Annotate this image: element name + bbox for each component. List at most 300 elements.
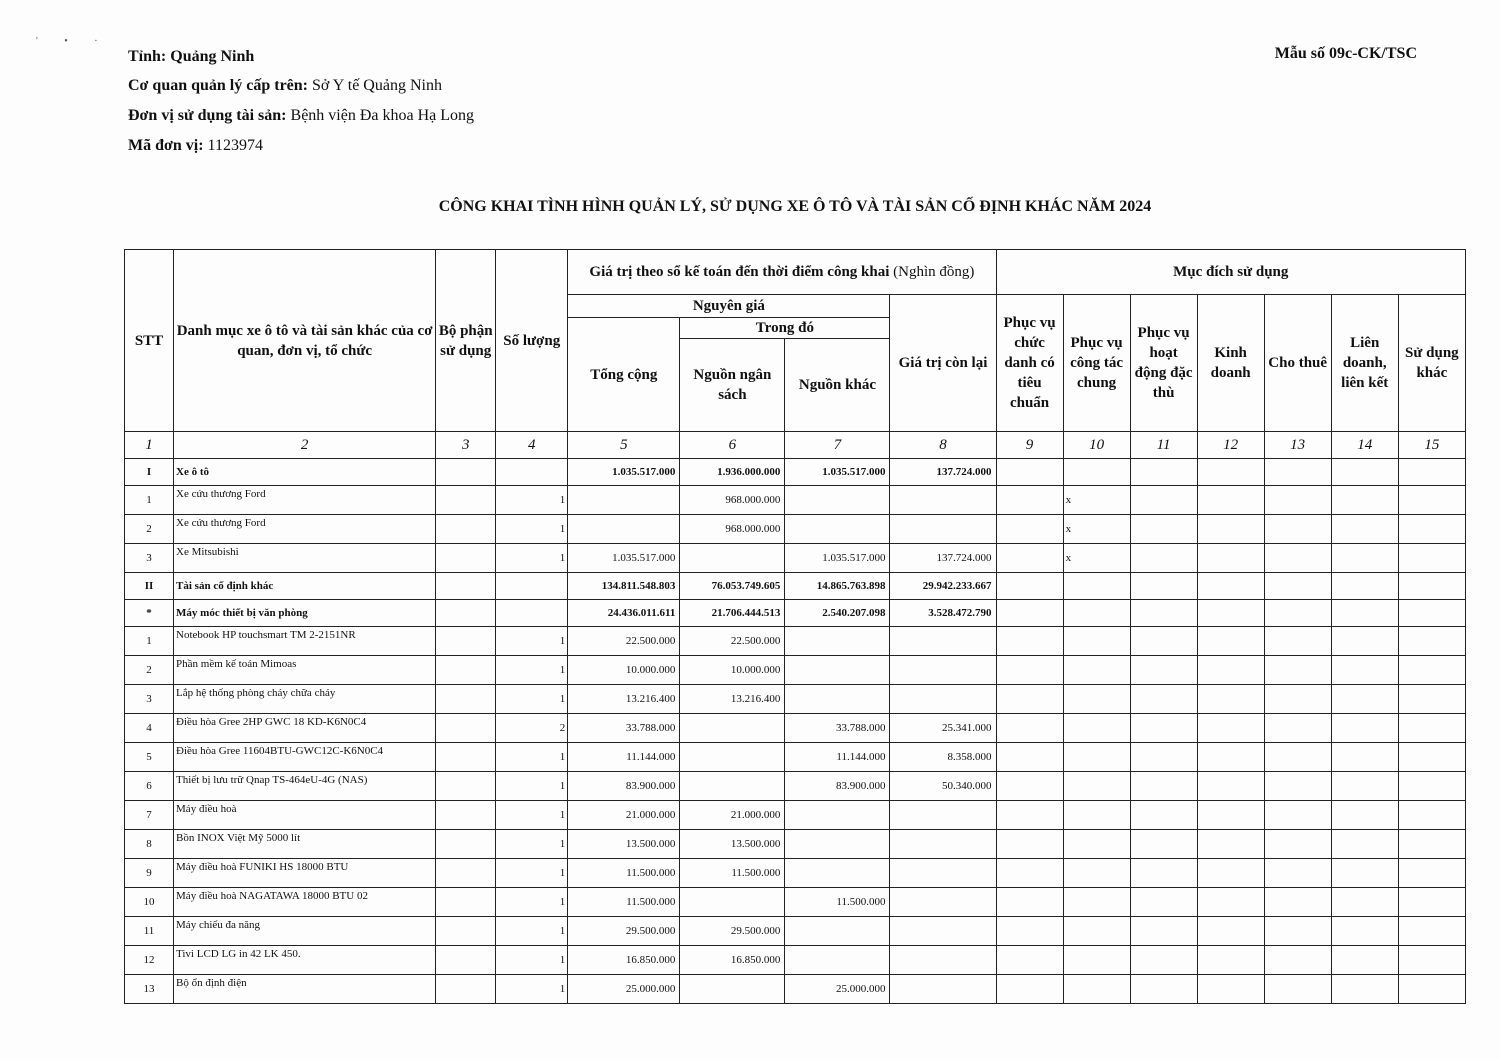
cell-dept: [436, 685, 496, 714]
cell-p5: [1264, 486, 1331, 515]
cell-budget: 29.500.000: [680, 917, 785, 946]
cell-p5: [1264, 946, 1331, 975]
cell-p2: [1063, 772, 1130, 801]
cell-name: Phần mềm kế toán Mimoas: [174, 656, 436, 685]
cell-other-source: 1.035.517.000: [785, 544, 890, 573]
column-index-cell: 5: [568, 432, 680, 459]
cell-p2: [1063, 685, 1130, 714]
column-index-cell: 13: [1264, 432, 1331, 459]
cell-p3: [1130, 714, 1197, 743]
cell-p1: [996, 544, 1063, 573]
cell-p3: [1130, 946, 1197, 975]
cell-p2: [1063, 946, 1130, 975]
cell-total: 134.811.548.803: [568, 573, 680, 600]
col-p4: Kinh doanh: [1197, 295, 1264, 432]
cell-p2: x: [1063, 544, 1130, 573]
cell-p4: [1197, 975, 1264, 1004]
cell-residual: [890, 888, 996, 917]
table-row: [125, 859, 1466, 888]
cell-name: Điều hòa Gree 2HP GWC 18 KD-K6N0C4: [174, 714, 436, 743]
cell-name: Máy chiếu đa năng: [174, 917, 436, 946]
cell-p4: [1197, 656, 1264, 685]
cell-budget: [680, 544, 785, 573]
col-purpose: Mục đích sử dụng: [996, 250, 1465, 295]
column-index-cell: 2: [174, 432, 436, 459]
cell-p3: [1130, 600, 1197, 627]
cell-other-source: 33.788.000: [785, 714, 890, 743]
cell-p7: [1398, 515, 1465, 544]
cell-stt: 10: [125, 888, 174, 917]
col-stt: STT: [125, 250, 174, 432]
table-row: [125, 772, 1466, 801]
cell-other-source: 25.000.000: [785, 975, 890, 1004]
cell-total: 25.000.000: [568, 975, 680, 1004]
column-index-row: [125, 432, 1466, 459]
cell-p2: [1063, 917, 1130, 946]
col-name: Danh mục xe ô tô và tài sản khác của cơ quan, đơn vị, tổ chức: [174, 250, 436, 432]
cell-residual: 29.942.233.667: [890, 573, 996, 600]
col-original: Nguyên giá: [568, 295, 890, 318]
cell-budget: [680, 772, 785, 801]
cell-other-source: [785, 486, 890, 515]
cell-stt: 2: [125, 515, 174, 544]
cell-p6: [1331, 946, 1398, 975]
cell-p7: [1398, 801, 1465, 830]
cell-total: 21.000.000: [568, 801, 680, 830]
col-p5: Cho thuê: [1264, 295, 1331, 432]
cell-dept: [436, 544, 496, 573]
cell-budget: 22.500.000: [680, 627, 785, 656]
cell-budget: 968.000.000: [680, 486, 785, 515]
cell-name: Bồn INOX Việt Mỹ 5000 lít: [174, 830, 436, 859]
cell-stt: 1: [125, 486, 174, 515]
table-row: [125, 917, 1466, 946]
cell-p2: x: [1063, 486, 1130, 515]
cell-dept: [436, 627, 496, 656]
cell-budget: [680, 714, 785, 743]
cell-qty: 1: [496, 975, 568, 1004]
header-code: [128, 136, 263, 156]
cell-p3: [1130, 685, 1197, 714]
cell-p4: [1197, 600, 1264, 627]
cell-p5: [1264, 801, 1331, 830]
cell-p7: [1398, 573, 1465, 600]
cell-residual: [890, 801, 996, 830]
cell-total: 13.500.000: [568, 830, 680, 859]
cell-budget: 13.500.000: [680, 830, 785, 859]
cell-p3: [1130, 459, 1197, 486]
cell-dept: [436, 801, 496, 830]
cell-name: Xe Mitsubishi: [174, 544, 436, 573]
cell-other-source: 11.144.000: [785, 743, 890, 772]
table-row: [125, 801, 1466, 830]
cell-qty: [496, 573, 568, 600]
column-index-cell: 11: [1130, 432, 1197, 459]
cell-p5: [1264, 656, 1331, 685]
cell-total: 11.144.000: [568, 743, 680, 772]
cell-qty: [496, 459, 568, 486]
cell-dept: [436, 486, 496, 515]
cell-qty: 1: [496, 946, 568, 975]
cell-dept: [436, 859, 496, 888]
cell-stt: II: [125, 573, 174, 600]
cell-p3: [1130, 772, 1197, 801]
cell-total: 22.500.000: [568, 627, 680, 656]
cell-stt: 3: [125, 685, 174, 714]
cell-name: Thiết bị lưu trữ Qnap TS-464eU-4G (NAS): [174, 772, 436, 801]
cell-other-source: [785, 830, 890, 859]
cell-dept: [436, 888, 496, 917]
cell-p4: [1197, 772, 1264, 801]
cell-other-source: [785, 801, 890, 830]
cell-p6: [1331, 656, 1398, 685]
cell-p3: [1130, 888, 1197, 917]
cell-qty: [496, 600, 568, 627]
cell-stt: 8: [125, 830, 174, 859]
cell-qty: 1: [496, 772, 568, 801]
cell-name: Máy móc thiết bị văn phòng: [174, 600, 436, 627]
cell-p6: [1331, 888, 1398, 917]
cell-p4: [1197, 888, 1264, 917]
cell-residual: [890, 685, 996, 714]
cell-p5: [1264, 544, 1331, 573]
cell-p1: [996, 859, 1063, 888]
col-of-which: Trong đó: [680, 318, 890, 339]
cell-p5: [1264, 459, 1331, 486]
table-row: [125, 459, 1466, 486]
cell-stt: 9: [125, 859, 174, 888]
cell-total: 11.500.000: [568, 859, 680, 888]
cell-p7: [1398, 685, 1465, 714]
column-index-cell: 4: [496, 432, 568, 459]
cell-dept: [436, 917, 496, 946]
cell-p1: [996, 917, 1063, 946]
cell-stt: 3: [125, 544, 174, 573]
cell-p5: [1264, 772, 1331, 801]
cell-p4: [1197, 573, 1264, 600]
cell-residual: [890, 486, 996, 515]
col-total: Tổng cộng: [568, 318, 680, 432]
column-index-cell: 14: [1331, 432, 1398, 459]
table-row: [125, 627, 1466, 656]
cell-p7: [1398, 888, 1465, 917]
cell-p6: [1331, 801, 1398, 830]
header-unit: [128, 106, 474, 126]
cell-p3: [1130, 486, 1197, 515]
cell-name: Xe cứu thương Ford: [174, 515, 436, 544]
col-other-source: Nguồn khác: [785, 339, 890, 432]
cell-p5: [1264, 685, 1331, 714]
cell-p2: x: [1063, 515, 1130, 544]
cell-dept: [436, 743, 496, 772]
table-row: [125, 830, 1466, 859]
cell-p6: [1331, 515, 1398, 544]
table-row: [125, 656, 1466, 685]
cell-dept: [436, 459, 496, 486]
cell-p2: [1063, 714, 1130, 743]
code-value: 1123974: [207, 137, 263, 154]
cell-total: 24.436.011.611: [568, 600, 680, 627]
cell-p5: [1264, 888, 1331, 917]
cell-p7: [1398, 600, 1465, 627]
cell-p7: [1398, 743, 1465, 772]
cell-residual: [890, 917, 996, 946]
form-number: Mẫu số 09c-CK/TSC: [1274, 45, 1417, 62]
cell-p4: [1197, 459, 1264, 486]
column-index-cell: 9: [996, 432, 1063, 459]
cell-p2: [1063, 627, 1130, 656]
col-p6: Liên doanh, liên kết: [1331, 295, 1398, 432]
cell-budget: [680, 743, 785, 772]
cell-name: Tivi LCD LG in 42 LK 450.: [174, 946, 436, 975]
cell-residual: 50.340.000: [890, 772, 996, 801]
cell-total: 16.850.000: [568, 946, 680, 975]
cell-stt: 11: [125, 917, 174, 946]
cell-p6: [1331, 486, 1398, 515]
cell-qty: 2: [496, 714, 568, 743]
cell-p5: [1264, 627, 1331, 656]
cell-p5: [1264, 743, 1331, 772]
cell-stt: I: [125, 459, 174, 486]
cell-p2: [1063, 743, 1130, 772]
cell-p1: [996, 888, 1063, 917]
scan-specks: ' • ·: [36, 36, 110, 47]
cell-qty: 1: [496, 830, 568, 859]
table-row: [125, 946, 1466, 975]
cell-p7: [1398, 917, 1465, 946]
cell-total: 10.000.000: [568, 656, 680, 685]
table-row: [125, 486, 1466, 515]
cell-budget: 21.000.000: [680, 801, 785, 830]
cell-other-source: [785, 627, 890, 656]
table-row: [125, 573, 1466, 600]
column-index-cell: 15: [1398, 432, 1465, 459]
code-label: Mã đơn vị:: [128, 137, 204, 154]
table-row: [125, 714, 1466, 743]
cell-p6: [1331, 830, 1398, 859]
cell-stt: 13: [125, 975, 174, 1004]
cell-qty: 1: [496, 656, 568, 685]
cell-residual: [890, 946, 996, 975]
col-value-group: [568, 250, 996, 295]
cell-p1: [996, 656, 1063, 685]
cell-dept: [436, 573, 496, 600]
column-index-cell: 12: [1197, 432, 1264, 459]
cell-p3: [1130, 859, 1197, 888]
cell-p3: [1130, 544, 1197, 573]
cell-p6: [1331, 459, 1398, 486]
cell-p6: [1331, 859, 1398, 888]
cell-p2: [1063, 888, 1130, 917]
cell-stt: 12: [125, 946, 174, 975]
unit-value: Bệnh viện Đa khoa Hạ Long: [290, 107, 475, 124]
cell-qty: 1: [496, 743, 568, 772]
cell-p7: [1398, 859, 1465, 888]
cell-residual: 137.724.000: [890, 544, 996, 573]
cell-p2: [1063, 859, 1130, 888]
cell-p1: [996, 486, 1063, 515]
cell-p4: [1197, 859, 1264, 888]
table-body: [125, 432, 1466, 1004]
cell-p3: [1130, 627, 1197, 656]
cell-p2: [1063, 830, 1130, 859]
cell-p5: [1264, 859, 1331, 888]
table-row: [125, 600, 1466, 627]
cell-p6: [1331, 627, 1398, 656]
cell-p4: [1197, 685, 1264, 714]
cell-stt: 1: [125, 627, 174, 656]
cell-p2: [1063, 801, 1130, 830]
cell-p5: [1264, 600, 1331, 627]
cell-p2: [1063, 573, 1130, 600]
cell-p6: [1331, 600, 1398, 627]
cell-dept: [436, 830, 496, 859]
cell-p4: [1197, 830, 1264, 859]
table-row: [125, 975, 1466, 1004]
table-row: [125, 544, 1466, 573]
cell-other-source: [785, 946, 890, 975]
cell-other-source: 83.900.000: [785, 772, 890, 801]
cell-stt: 5: [125, 743, 174, 772]
cell-name: Tài sản cố định khác: [174, 573, 436, 600]
cell-p5: [1264, 917, 1331, 946]
cell-p1: [996, 772, 1063, 801]
table-row: [125, 888, 1466, 917]
cell-budget: 968.000.000: [680, 515, 785, 544]
cell-budget: 11.500.000: [680, 859, 785, 888]
cell-p6: [1331, 685, 1398, 714]
cell-stt: *: [125, 600, 174, 627]
cell-budget: 10.000.000: [680, 656, 785, 685]
cell-p1: [996, 627, 1063, 656]
cell-total: 13.216.400: [568, 685, 680, 714]
cell-name: Xe cứu thương Ford: [174, 486, 436, 515]
cell-residual: 25.341.000: [890, 714, 996, 743]
cell-dept: [436, 714, 496, 743]
province-label: Tỉnh:: [128, 48, 167, 65]
cell-p2: [1063, 656, 1130, 685]
col-budget: Nguồn ngân sách: [680, 339, 785, 432]
col-p2: Phục vụ công tác chung: [1063, 295, 1130, 432]
cell-total: 83.900.000: [568, 772, 680, 801]
col-p1: Phục vụ chức danh có tiêu chuẩn: [996, 295, 1063, 432]
cell-name: Lắp hệ thống phòng cháy chữa cháy: [174, 685, 436, 714]
cell-budget: 76.053.749.605: [680, 573, 785, 600]
cell-p4: [1197, 544, 1264, 573]
cell-name: Xe ô tô: [174, 459, 436, 486]
cell-residual: 137.724.000: [890, 459, 996, 486]
cell-budget: 13.216.400: [680, 685, 785, 714]
cell-dept: [436, 772, 496, 801]
cell-p2: [1063, 975, 1130, 1004]
cell-qty: 1: [496, 859, 568, 888]
cell-other-source: 14.865.763.898: [785, 573, 890, 600]
cell-p1: [996, 946, 1063, 975]
cell-other-source: 11.500.000: [785, 888, 890, 917]
cell-p7: [1398, 656, 1465, 685]
agency-label: Cơ quan quản lý cấp trên:: [128, 77, 309, 94]
cell-p1: [996, 459, 1063, 486]
table-row: [125, 685, 1466, 714]
cell-p7: [1398, 772, 1465, 801]
table-row: [125, 515, 1466, 544]
cell-residual: 8.358.000: [890, 743, 996, 772]
cell-p1: [996, 801, 1063, 830]
cell-qty: 1: [496, 801, 568, 830]
cell-p6: [1331, 975, 1398, 1004]
cell-p7: [1398, 486, 1465, 515]
cell-qty: 1: [496, 486, 568, 515]
value-unit-label: (Nghìn đồng): [893, 264, 975, 280]
cell-budget: 21.706.444.513: [680, 600, 785, 627]
cell-residual: [890, 656, 996, 685]
cell-p5: [1264, 975, 1331, 1004]
cell-stt: 4: [125, 714, 174, 743]
unit-label: Đơn vị sử dụng tài sản:: [128, 107, 287, 124]
cell-stt: 7: [125, 801, 174, 830]
cell-other-source: [785, 917, 890, 946]
header-province: [128, 47, 254, 67]
cell-other-source: [785, 859, 890, 888]
cell-p3: [1130, 830, 1197, 859]
col-dept: Bộ phận sử dụng: [436, 250, 496, 432]
document-title: CÔNG KHAI TÌNH HÌNH QUẢN LÝ, SỬ DỤNG XE Ô TÔ VÀ TÀI SẢN CỐ ĐỊNH KHÁC NĂM 2024: [438, 198, 1152, 215]
cell-p6: [1331, 573, 1398, 600]
cell-name: Máy điều hoà FUNIKI HS 18000 BTU: [174, 859, 436, 888]
cell-p2: [1063, 459, 1130, 486]
cell-p1: [996, 515, 1063, 544]
cell-p2: [1063, 600, 1130, 627]
cell-total: 33.788.000: [568, 714, 680, 743]
cell-p4: [1197, 743, 1264, 772]
cell-p5: [1264, 830, 1331, 859]
cell-dept: [436, 656, 496, 685]
cell-p1: [996, 830, 1063, 859]
cell-name: Máy điều hoà NAGATAWA 18000 BTU 02: [174, 888, 436, 917]
cell-residual: [890, 627, 996, 656]
cell-residual: [890, 859, 996, 888]
column-index-cell: 10: [1063, 432, 1130, 459]
cell-p5: [1264, 573, 1331, 600]
cell-p1: [996, 685, 1063, 714]
column-index-cell: 7: [785, 432, 890, 459]
cell-qty: 1: [496, 544, 568, 573]
cell-name: Máy điều hoà: [174, 801, 436, 830]
cell-p1: [996, 714, 1063, 743]
cell-p4: [1197, 627, 1264, 656]
cell-total: 11.500.000: [568, 888, 680, 917]
cell-p3: [1130, 743, 1197, 772]
cell-p4: [1197, 515, 1264, 544]
cell-budget: 1.936.000.000: [680, 459, 785, 486]
cell-p3: [1130, 656, 1197, 685]
cell-qty: 1: [496, 888, 568, 917]
cell-other-source: [785, 656, 890, 685]
cell-p5: [1264, 714, 1331, 743]
cell-p3: [1130, 801, 1197, 830]
col-qty: Số lượng: [496, 250, 568, 432]
asset-table: [124, 249, 1466, 1004]
cell-residual: 3.528.472.790: [890, 600, 996, 627]
cell-p3: [1130, 917, 1197, 946]
cell-p4: [1197, 714, 1264, 743]
cell-budget: [680, 888, 785, 917]
cell-other-source: 1.035.517.000: [785, 459, 890, 486]
cell-dept: [436, 600, 496, 627]
cell-total: 1.035.517.000: [568, 544, 680, 573]
cell-p7: [1398, 830, 1465, 859]
cell-p6: [1331, 544, 1398, 573]
